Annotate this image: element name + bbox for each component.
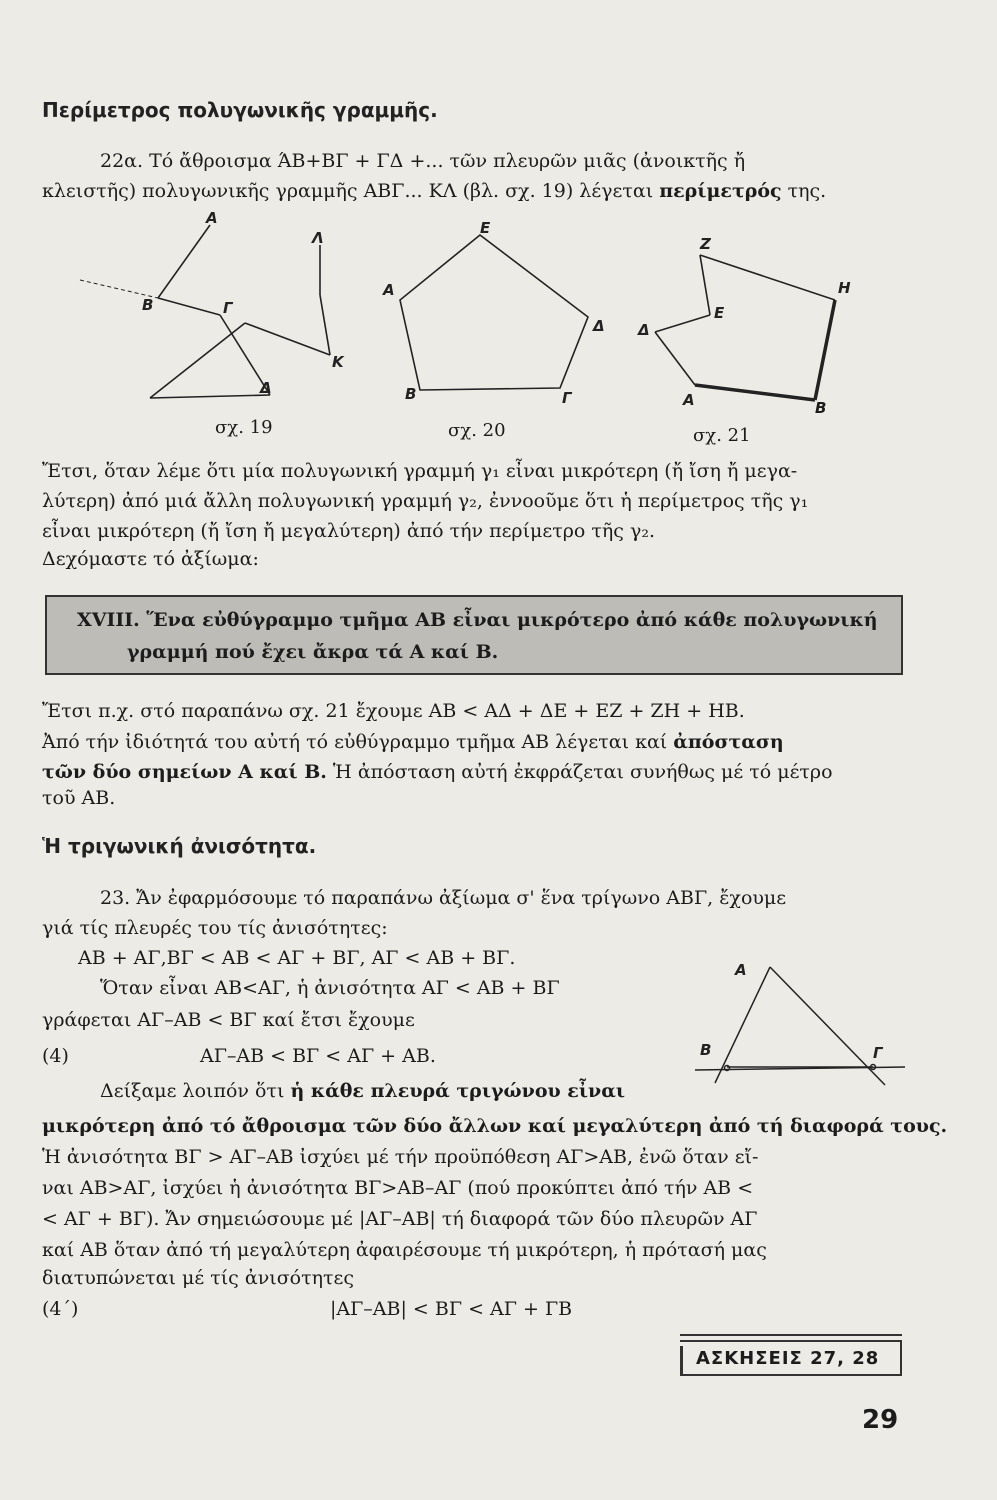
para22-line2-end: της. (781, 180, 827, 202)
term-distance: ἀπόσταση (673, 731, 784, 753)
example-line3 (42, 758, 833, 786)
para23-line3: ΑΒ + ΑΓ,ΒΓ < ΑΒ < ΑΓ + ΒΓ, ΑΓ < ΑΒ + ΒΓ. (78, 947, 516, 969)
para23-line11: < ΑΓ + ΒΓ). Ἄν σημειώσουμε μέ |ΑΓ–ΑΒ| τή διαφορά τῶν δύο πλευρῶν ΑΓ (42, 1208, 758, 1230)
term-two-points: τῶν δύο σημείων Α καί Β. (42, 761, 327, 783)
figure-21 (655, 255, 835, 400)
eq4-label: (4) (42, 1045, 69, 1067)
eq4p-label: (4΄) (42, 1298, 79, 1320)
fig20-label-E: Ε (480, 219, 491, 237)
polygon-figures (80, 205, 851, 409)
para23-line1: 23. Ἄν ἐφαρμόσουμε τό παραπάνω ἀξίωμα σ' ἕνα τρίγωνο ΑΒΓ, ἔχουμε (100, 887, 787, 909)
example-line2-text: Ἀπό τήν ἰδιότητά του αὐτή τό εὐθύγραμμο τμῆμα ΑΒ λέγεται καί (42, 731, 674, 753)
example-line3-text: Ἡ ἀπόσταση αὐτή ἐκφράζεται συνήθως μέ τό μέτρο (326, 761, 833, 783)
page-number: 29 (862, 1405, 899, 1435)
fig19-label-D: Δ (260, 379, 272, 397)
triangle-figure (695, 955, 910, 1090)
fig21-label-D: Δ (638, 321, 650, 339)
para22-line2-text: κλειστῆς) πολυγωνικῆς γραμμῆς ΑΒΓ... ΚΛ (βλ. σχ. 19) λέγεται (42, 180, 660, 202)
fig19-label-B: Β (142, 296, 154, 314)
fig21-label-A: Α (683, 391, 695, 409)
fig21-label-H: Η (838, 279, 851, 297)
fig21-label-E: Ε (714, 304, 725, 322)
theorem-part1: ἡ κάθε πλευρά τριγώνου εἶναι (290, 1080, 626, 1102)
para-etsi-line2: λύτερη) ἀπό μιά ἄλλη πολυγωνική γραμμή γ₂, ἐννοοῦμε ὅτι ἡ περίμετρος τῆς γ₁ (42, 490, 809, 512)
fig21-label-Z: Ζ (700, 235, 711, 253)
para23-line7 (100, 1077, 625, 1105)
para23-line9: Ἡ ἀνισότητα ΒΓ > ΑΓ–ΑΒ ἰσχύει μέ τήν προϋπόθεση ΑΓ>ΑΒ, ἐνῶ ὅταν εἴ- (42, 1146, 759, 1168)
example-line2 (42, 728, 784, 756)
fig19-label-L: Λ (312, 229, 324, 247)
figure-20-pentagon (400, 235, 588, 390)
para-etsi-line4: Δεχόμαστε τό ἀξίωμα: (42, 548, 259, 570)
para23-line2: γιά τίς πλευρές του τίς ἀνισότητες: (42, 917, 388, 939)
fig19-label-K: Κ (332, 353, 344, 371)
caption-fig20: σχ. 20 (448, 420, 506, 441)
para23-line10: ναι ΑΒ>ΑΓ, ἰσχύει ἡ ἀνισότητα ΒΓ>ΑΒ–ΑΓ (πού προκύπτει ἀπό τήν ΑΒ < (42, 1177, 754, 1199)
theorem-part2: μικρότερη ἀπό τό ἄθροισμα τῶν δύο ἄλλων καί μεγαλύτερη ἀπό τή διαφορά τους. (42, 1115, 948, 1137)
axiom-line2: γραμμή πού ἔχει ἄκρα τά Α καί Β. (127, 641, 499, 663)
fig21-label-B-text: Β (815, 399, 827, 417)
term-perimeter: περίμετρός (659, 180, 782, 202)
section-title-perimeter: Περίμετρος πολυγωνικῆς γραμμῆς. (42, 98, 438, 122)
example-line1: Ἔτσι π.χ. στό παραπάνω σχ. 21 ἔχουμε ΑΒ < ΑΔ + ΔΕ + ΕΖ + ΖΗ + ΗΒ. (42, 700, 745, 722)
para22-line2 (42, 177, 826, 205)
fig23-label-G: Γ (873, 1044, 883, 1062)
figure-19 (80, 225, 330, 398)
fig20-label-D: Δ (593, 317, 605, 335)
exercises-rule (680, 1334, 902, 1336)
fig20-label-G: Γ (562, 389, 572, 407)
exercises-bar (680, 1346, 683, 1376)
para23-line12: καί ΑΒ ὅταν ἀπό τή μεγαλύτερη ἀφαιρέσουμε τή μικρότερη, ἡ πρότασή μας (42, 1239, 767, 1261)
fig19-label-A: Α (206, 209, 218, 227)
para-etsi-line1: Ἔτσι, ὅταν λέμε ὅτι μία πολυγωνική γραμμή γ₁ εἶναι μικρότερη (ἤ ἴση ἤ μεγα- (42, 460, 798, 482)
caption-fig21: σχ. 21 (693, 425, 751, 446)
para-etsi-line3: εἶναι μικρότερη (ἤ ἴση ἤ μεγαλύτερη) ἀπό τήν περίμετρο τῆς γ₂. (42, 520, 655, 542)
para23-line13: διατυπώνεται μέ τίς ἀνισότητες (42, 1267, 354, 1289)
para23-line7-text: Δείξαμε λοιπόν ὅτι (100, 1080, 291, 1102)
eq4: ΑΓ–ΑΒ < ΒΓ < ΑΓ + ΑΒ. (200, 1045, 436, 1067)
axiom-line1: XVIII. Ἕνα εὐθύγραμμο τμῆμα ΑΒ εἶναι μικρότερο ἀπό κάθε πολυγωνική (77, 609, 878, 631)
para23-line5: γράφεται ΑΓ–ΑΒ < ΒΓ καί ἔτσι ἔχουμε (42, 1009, 415, 1031)
fig23-label-B: Β (700, 1041, 712, 1059)
section-title-triangle-inequality: Ἡ τριγωνική ἀνισότητα. (42, 834, 317, 858)
caption-fig19: σχ. 19 (215, 417, 273, 438)
fig19-label-G: Γ (223, 299, 233, 317)
example-line4: τοῦ ΑΒ. (42, 787, 116, 809)
axiom-box (45, 595, 903, 675)
fig23-label-A: Α (735, 961, 747, 979)
eq4p: |ΑΓ–ΑΒ| < ΒΓ < ΑΓ + ΓΒ (330, 1298, 573, 1320)
para23-line4: Ὅταν εἶναι ΑΒ<ΑΓ, ἡ ἀνισότητα ΑΓ < ΑΒ + ΒΓ (100, 977, 560, 999)
fig20-label-B: Β (405, 385, 417, 403)
exercises-box (680, 1340, 902, 1376)
exercises-label: ΑΣΚΗΣΕΙΣ 27, 28 (696, 1348, 880, 1369)
para22-line1: 22α. Τό ἄθροισμα ΆΒ+ΒΓ + ΓΔ +... τῶν πλευρῶν μιᾶς (ἀνοικτῆς ἤ (100, 150, 746, 172)
fig20-label-A: Α (383, 281, 395, 299)
